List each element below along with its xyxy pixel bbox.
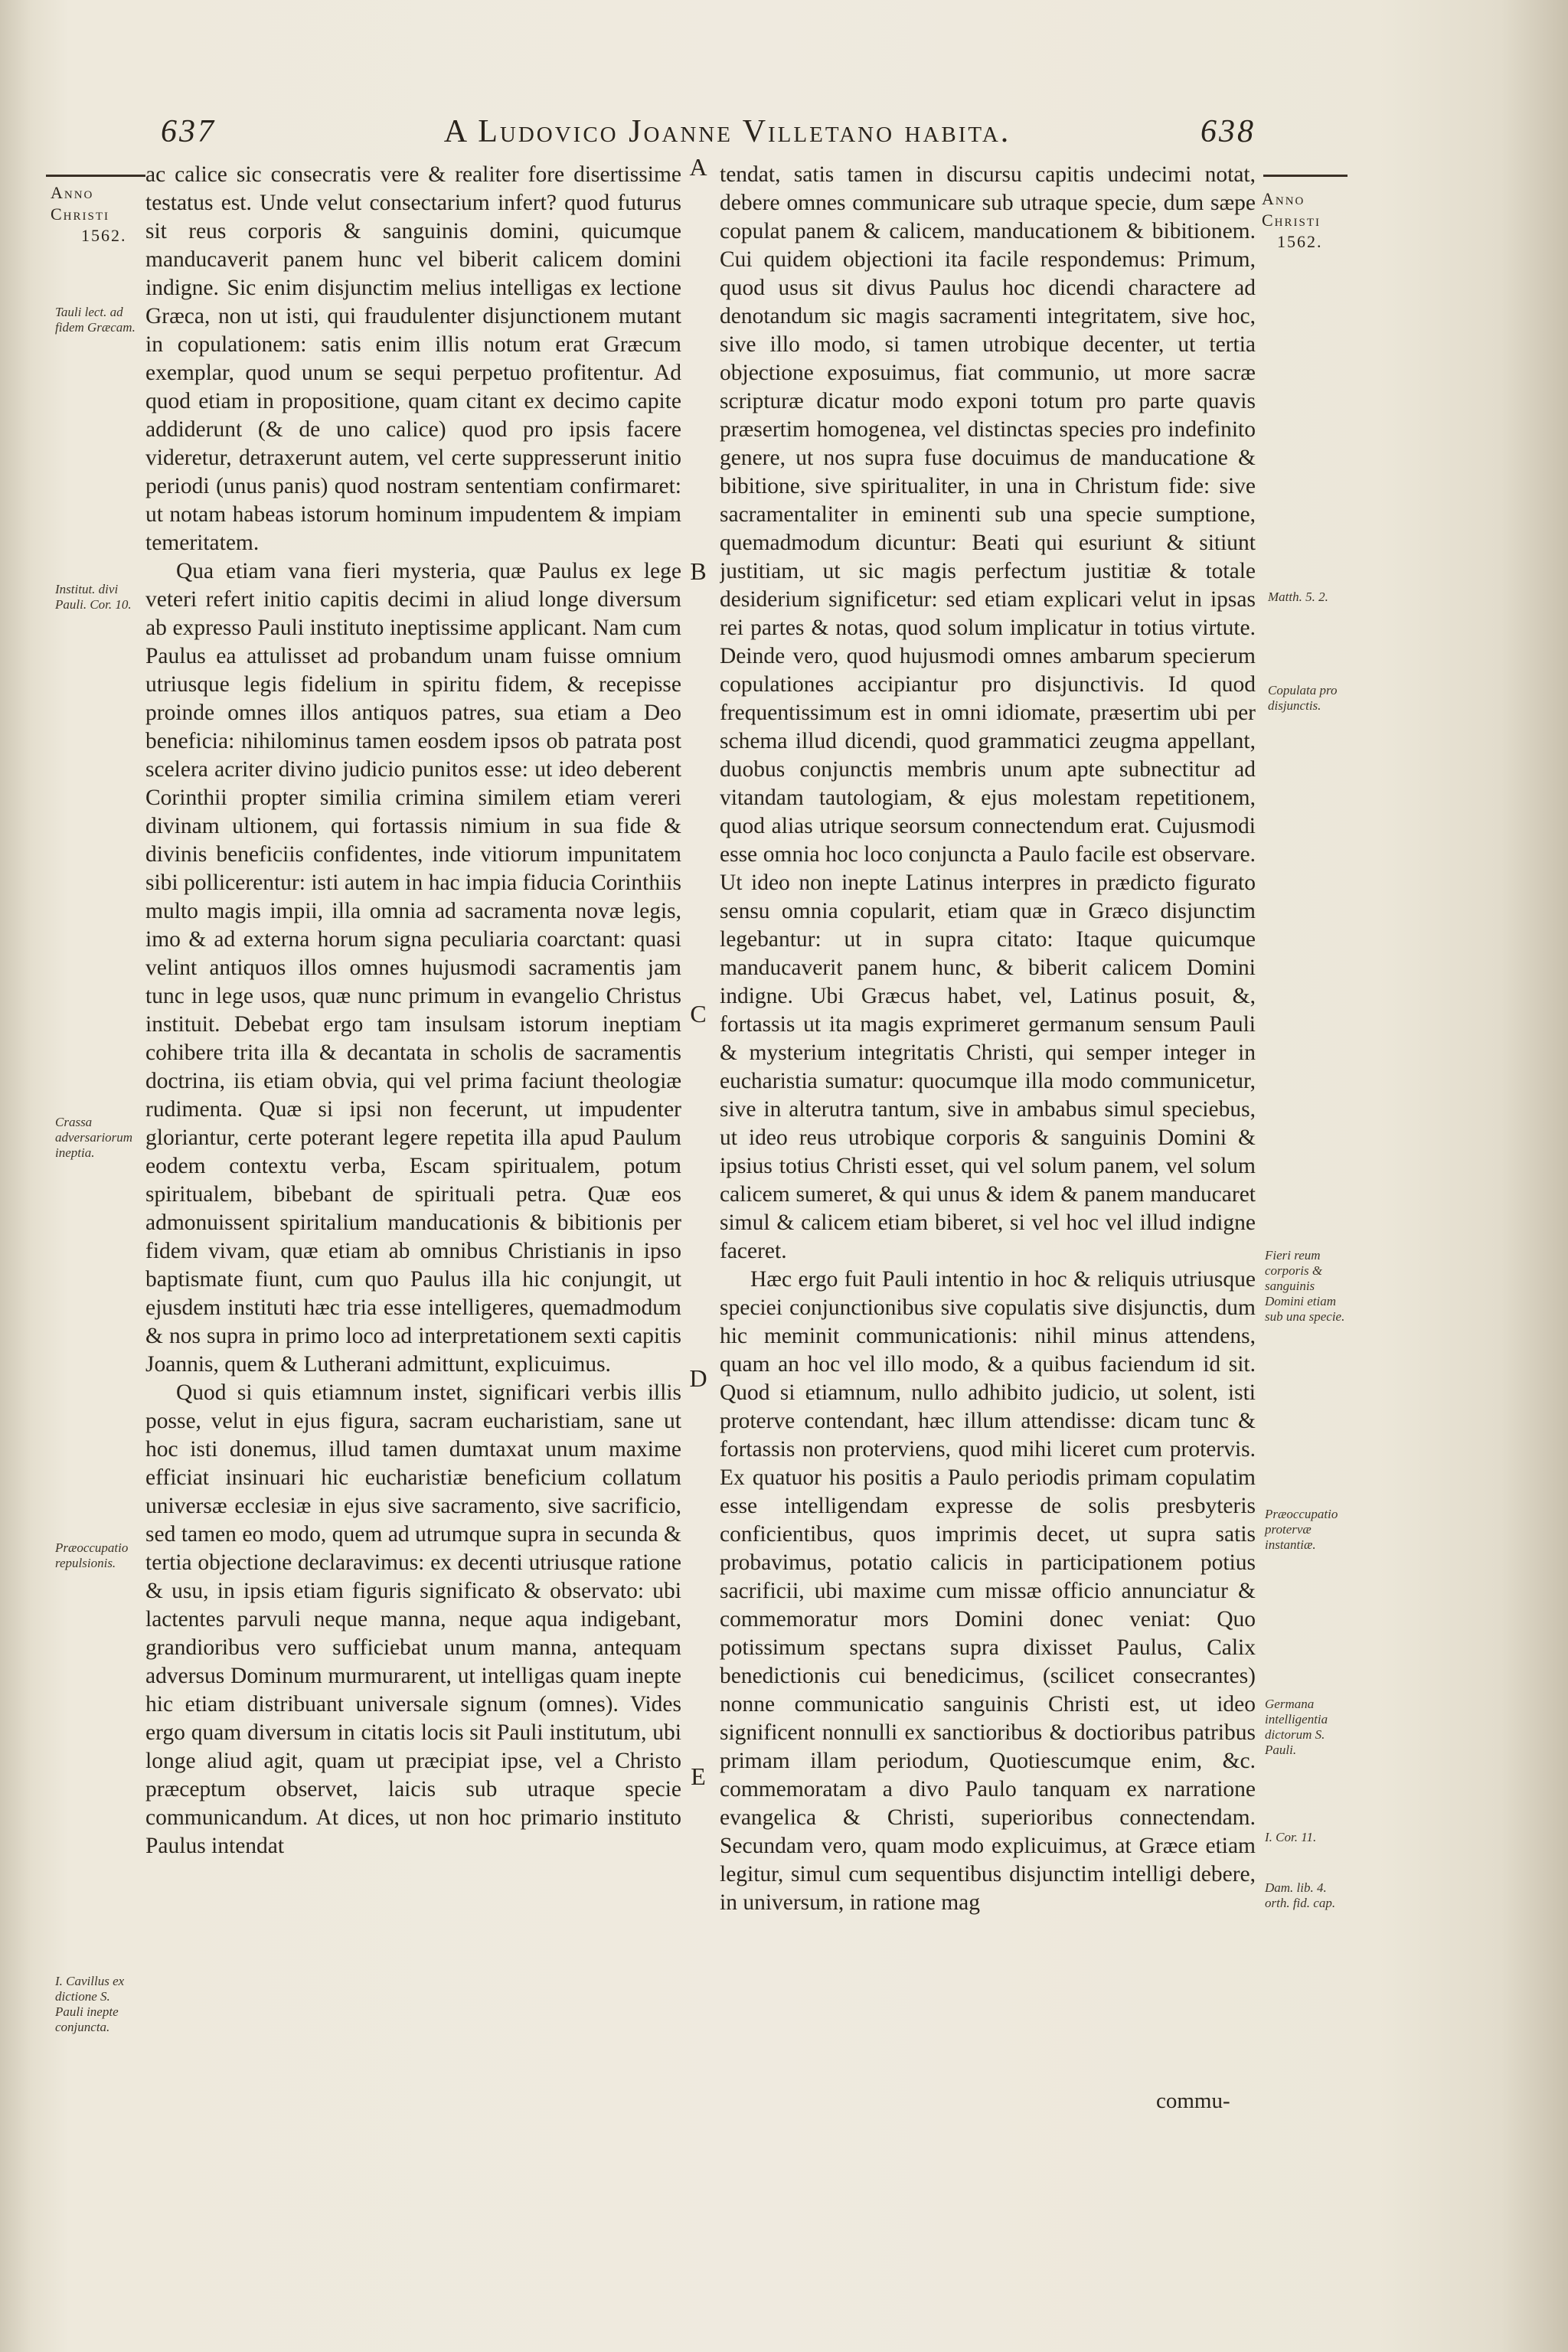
- section-letter-a: A: [689, 153, 707, 181]
- paragraph: Qua etiam vana fieri mysteria, quæ Paulus ex lege veteri refert initio capitis decimi in aliud longe diversum ab expresso Pauli instituto ineptissime applicant. Nam cum Paulus ea attulisset ad probandum unam fuisse omnium utriusque legis fidelium in spiritu fidem, & recepisse proinde omnes illos antiquos patres, sua etiam a Deo beneficia: nihilominus tamen eosdem ipsos ob patrata post scelera acriter divino judicio punitos esse: ut ideo deberent Corinthii propter similia crimina similem etiam vereri divinam ultionem, qui fortassis nimium in sua fide & divinis beneficiis confidentes, inde vitiorum impunitatem sibi pollicerentur: isti autem in hac impia fiducia Corinthiis multo magis impii, illa omnia ad sacramenta novæ legis, imo & ad externa horum signa peculiaria coarctant: quasi velint antiquos illos omnes hujusmodi sacramentis jam tunc in lege usos, quæ nunc primum in evangelio Christus instituit. Debebat ergo tam insulsam istorum ineptiam cohibere trita illa & decantata in scholis de sacramentis doctrina, iis etiam obvia, qui vel prima faciunt theologiæ rudimenta. Quæ si ipsi non fecerunt, ut impudenter gloriantur, certe poterant legere repetita illa apud Paulum eodem contextu verba, Escam spiritualem, potum spiritualem, bibebant de spirituali petra. Quæ eos admonuissent spiritalium manducationis & bibitionis per fidem vivam, quæ etiam ab omnibus Christianis in ipso baptismate fiunt, cum quo Paulus illa hic conjungit, ut ejusdem instituti hæc tria esse intelligeres, quemadmodum & nos supra in primo loco ad interpretationem sexti capitis Joannis, quem & Lutherani admittunt, explicuimus.: [145, 559, 681, 1377]
- margin-note-right: Matth. 5. 2.: [1268, 590, 1328, 604]
- paragraph: Hæc ergo fuit Pauli intentio in hoc & reliquis utriusque speciei conjunctionibus sive copulatis sive disjunctis, dum hic meminit communicationis: nihil minus attendens, quam an hoc vel illo modo, & a quibus faciendum id sit. Quod si etiamnum, nullo adhibito judicio, ut solent, isti proterve contendant, hæc illum attendisse: dicam tunc & fortassis non proterviens, quod mihi liceret cum protervis. Ex quatuor his positis a Paulo periodis primam copulatim esse intelligendam expresse de solis presbyteris conficientibus, quos imprimis decet, ut supra satis probavimus, potatio calicis in participationem potius sacrificii, ubi maxime cum missæ officio annunciatur & commemoratur mors Domini donec veniat: Quo potissimum spectans supra dixisset Paulus, Calix benedictionis cui benedicimus, (scilicet consecrantes) nonne communicatio sanguinis Christi est, ut ideo significent nonnulli ex sanctioribus & doctioribus patribus primam illam periodum, Quotiescumque enim, &c. commemoratam a divo Paulo tanquam ex narratione evangelica & Christi, superioribus connectendam. Secundam vero, quam modo explicuimus, at Græce etiam legitur, simul cum sequentibus disjunctim intelligi debere, in universum, in ratione mag: [720, 1267, 1256, 1915]
- section-letter-d: D: [689, 1364, 707, 1392]
- anno-line: Christi: [51, 204, 110, 224]
- text-column-left: [145, 161, 681, 2128]
- running-title: A Ludovico Joanne Villetano habita.: [443, 114, 1011, 149]
- margin-note-right: Germana intelligentia dictorum S. Pauli.: [1265, 1697, 1328, 1757]
- margin-note-left: Præoccupatio repulsionis.: [55, 1540, 129, 1570]
- anno-line: Christi: [1262, 211, 1321, 230]
- margin-note-left: Tauli lect. ad fidem Græcam.: [55, 305, 136, 335]
- margin-note-right: Copulata pro disjunctis.: [1268, 683, 1338, 713]
- margin-note-left: Institut. divi Pauli. Cor. 10.: [55, 582, 132, 612]
- anno-line: Anno: [51, 183, 94, 202]
- paragraph: Quod si quis etiamnum instet, significari verbis illis posse, velut in ejus figura, sacram eucharistiam, sane ut hoc isti donemus, illud tamen dumtaxat unum maxime efficiat insinuari hic eucharistiæ beneficium collatum universæ ecclesiæ in ejus sive sacramento, sive sacrificio, sed tamen eo modo, quem ad utrumque supra in secunda & tertia objectione declaravimus: ex decenti utriusque ratione & usu, in ipsis etiam figuris significato & observato: ubi lactentes parvuli neque manna, neque aqua indigebant, grandioribus vero sufficiebat unum manna, antequam adversus Dominum murmurarent, ut intelligas quam inepte hic etiam distribuant universale signum (omnes). Vides ergo quam diversum in citatis locis sit Pauli institutum, ubi longe aliud agit, quam ut præcipiat ipse, vel a Christo præceptum observet, laicis sub utraque specie communicandum. At dices, ut non hoc primario instituto Paulus intendat: [145, 1380, 681, 1858]
- header-rule-right: [1263, 175, 1348, 177]
- section-letter-e: E: [691, 1762, 706, 1790]
- anno-christi-left: [51, 182, 127, 247]
- margin-note-right: Dam. lib. 4. orth. fid. cap.: [1265, 1880, 1336, 1910]
- section-letter-c: C: [690, 1000, 707, 1027]
- text-column-right: [720, 161, 1256, 2128]
- anno-christi-right: [1262, 188, 1323, 253]
- catchword: commu-: [1156, 2089, 1230, 2113]
- bleed-through-margin: [0, 122, 23, 1883]
- header-rule-left: [46, 175, 145, 177]
- anno-year: 1562.: [81, 226, 127, 245]
- margin-note-left: Crassa adversariorum ineptia.: [55, 1115, 133, 1160]
- anno-year: 1562.: [1277, 232, 1323, 251]
- margin-note-right: I. Cor. 11.: [1265, 1830, 1317, 1844]
- page-number-right: 638: [1200, 114, 1256, 149]
- margin-note-right: Fieri reum corporis & sanguinis Domini etiam sub una specie.: [1265, 1248, 1345, 1324]
- paragraph: ac calice sic consecratis vere & realiter fore disertissime testatus est. Unde velut consectarium infert? quod futurus sit reus corporis & sanguinis domini, quicumque manducaverit panem hunc vel biberit calicem domini indigne. Sic enim disjunctim melius intelligas ex lectione Græca, non ut isti, qui fraudulenter disjunctionem mutant in copulationem: satis enim illis notum erat Græcum exemplar, quod unum se sequi perpetuo profitentur. Ad quod etiam in propositione, quam citant ex decimo capite addiderunt (& de uno calice) quod pro ipsis facere videretur, detraxerunt autem, vel certe suppresserunt initio periodi (unus panis) quod nostram sententiam confirmaret: ut notam habeas istorum hominum impudentem & impiam temeritatem.: [145, 162, 681, 555]
- margin-note-left: I. Cavillus ex dictione S. Pauli inepte conjuncta.: [55, 1974, 125, 2034]
- margin-note-right: Præoccupatio protervæ instantiæ.: [1265, 1507, 1338, 1552]
- section-letter-b: B: [690, 557, 707, 585]
- paragraph: tendat, satis tamen in discursu capitis undecimi notat, debere omnes communicare sub utraque specie, dum sæpe copulat panem & calicem, manducationem & bibitionem. Cui quidem objectioni ita facile respondemus: Primum, quod usus sit divus Paulus hoc dicendi charactere ad denotandum sic magis sacramenti integritatem, sive hoc, sive illo modo, si tamen utrobique decenter, ut tertia objectione exposuimus, fiat communio, ut more sacræ scripturæ dicatur modo exponi totum pro parte quavis præsertim homogenea, vel distinctas species pro indefinito genere, ut nos supra fuse docuimus de manducatione & bibitione, sive spiritualiter, in una in Christum fide: sive sacramentaliter in eminenti sub una specie sumptione, quemadmodum dicuntur: Beati qui esuriunt & sitiunt justitiam, ut sic magis perfectum justitiæ & totale desiderium significetur: sed etiam explicari velut in ipsas rei partes & notas, quod solum implicatur in totius virtute. Deinde vero, quod hujusmodi omnes ambarum specierum copulationes accipiantur pro disjunctivis. Id quod frequentissimum est in omni idiomate, præsertim ubi per schema illud dicendi, quod grammatici zeugma appellant, duobus conjunctis membris unum apte subnectitur ad vitandam tautologiam, & ejus molestam repetitionem, quod alias utrique seorsum connectendum erat. Cujusmodi esse omnia hoc loco conjuncta a Paulo facile est observare. Ut ideo non inepte Latinus interpres in prædicto figurato sensu omnia copularit, etiam quæ in Græco disjunctim legebantur: ut in supra citato: Itaque quicumque manducaverit panem hunc, & biberit calicem Domini indigne. Ubi Græcus habet, vel, Latinus posuit, &, fortassis ut ita magis exprimeret germanum sensum Pauli & mysterium integritatis Christi, qui semper integer in eucharistia sumatur: quocumque illa modo communicetur, sive in alterutra tantum, sive in ambabus simul speciebus, ut ideo reus utrobique corporis & sanguinis Domini & ipsius totius Christi esset, qui vel solum panem, vel solum calicem sumeret, & qui unus & idem & panem manducaret simul & calicem etiam biberet, si vel hoc vel illud indigne faceret.: [720, 162, 1256, 1263]
- anno-line: Anno: [1262, 189, 1305, 208]
- page-number-left: 637: [161, 114, 216, 149]
